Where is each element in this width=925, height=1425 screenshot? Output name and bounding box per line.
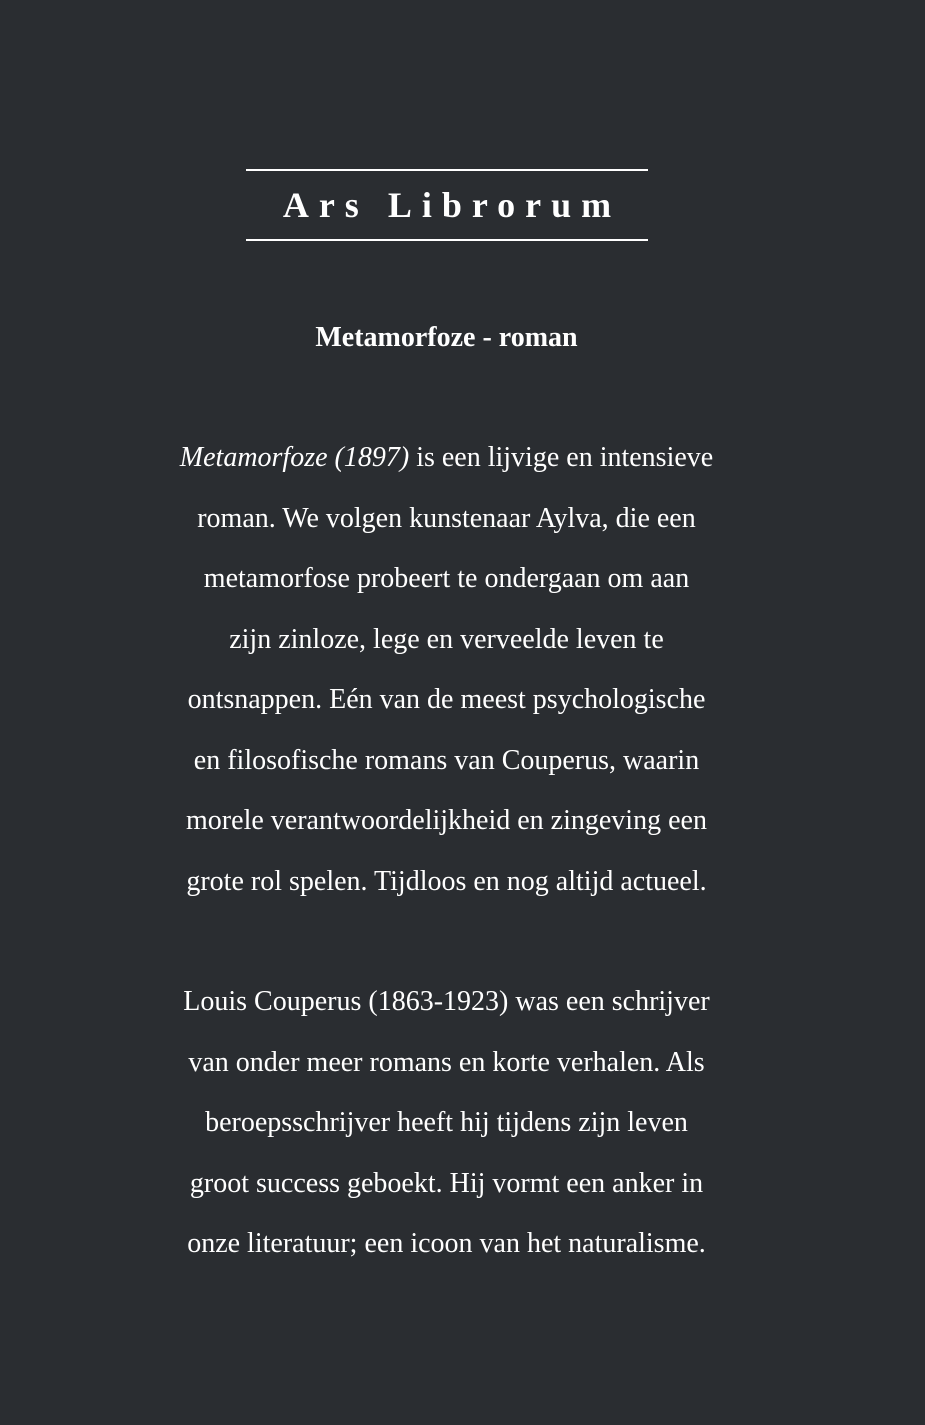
publisher-name: Ars Librorum [282,185,622,225]
book-description [140,428,753,912]
bio-line: onze literatuur; een icoon van het naturalisme. [187,1228,706,1259]
description-line: zijn zinloze, lege en verveelde leven te [229,623,664,655]
description-line: en filosofische romans van Couperus, waarin [193,744,700,776]
description-line [140,428,753,489]
bio-line: beroepsschrijver heeft hij tijdens zijn leven [205,1107,688,1138]
bio-line: Louis Couperus (1863-1923) was een schrijver [183,986,710,1017]
description-line: roman. We volgen kunstenaar Aylva, die een [197,502,696,534]
description-line-rest: is een lijvige en intensieve [409,442,714,473]
book-subtitle: Metamorfoze - roman [315,322,578,353]
description-line: metamorfose probeert te ondergaan om aan [203,563,690,594]
bio-line: groot success geboekt. Hij vormt een anker in [189,1167,704,1199]
bio-line: van onder meer romans en korte verhalen. Als [188,1046,705,1078]
publisher-logo [246,169,648,241]
description-line: grote rol spelen. Tijdloos en nog altijd actueel. [186,865,707,897]
book-title-italic: Metamorfoze (1897) [179,442,410,473]
description-line: ontsnappen. Eén van de meest psychologische [187,684,706,715]
description-line: morele verantwoordelijkheid en zingeving een [186,805,707,836]
author-bio [140,972,753,1275]
